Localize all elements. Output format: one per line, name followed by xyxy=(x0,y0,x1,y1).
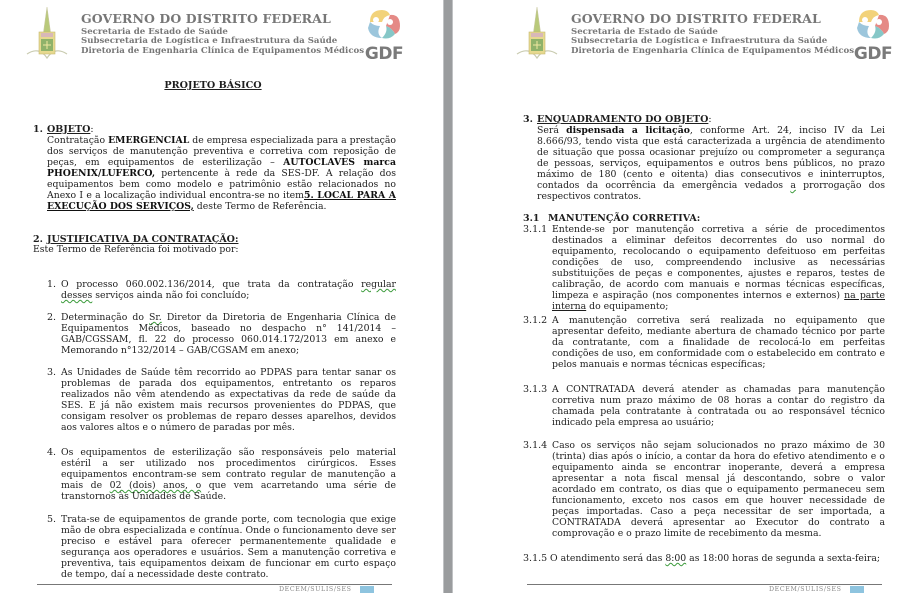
header-line-2: Subsecretaria de Logística e Infraestrutura da Saúde xyxy=(81,36,338,47)
list-item-5-number: 5. xyxy=(47,514,57,525)
item-3-1-1-number: 3.1.1 xyxy=(523,224,548,235)
section-3-1-number: 3.1 xyxy=(523,213,540,224)
list-item-4-number: 4. xyxy=(47,447,57,458)
gdf-logo-text: GDF xyxy=(853,44,893,64)
list-item-3: As Unidades de Saúde têm recorrido ao PDPAS para tentar sanar os problemas de parada dos equipamentos, entretanto os reparos realizados não vêm atendendo as expectativas da rede de saúde da SES. E já não existem mais recursos provenientes do PDPAS, que consigam resolver os problemas de reparo desses aparelhos, devidos aos valores altos e o número de paradas por mês. xyxy=(61,367,396,433)
section-1-colon: : xyxy=(90,124,94,135)
section-2-heading: JUSTIFICATIVA DA CONTRATAÇÃO: xyxy=(47,234,239,245)
header-line-3: Diretoria de Engenharia Clínica de Equipamentos Médicos xyxy=(571,45,855,56)
section-3-paragraph xyxy=(537,125,885,202)
item-3-1-1-text-underlined: na parte interna xyxy=(552,290,885,312)
header-line-1: Secretaria de Estado de Saúde xyxy=(81,26,228,37)
section-3-heading-text: ENQUADRAMENTO DO OBJETO xyxy=(537,114,709,125)
list-item-1-number: 1. xyxy=(47,279,57,290)
section-1-heading-text: OBJETO xyxy=(47,124,91,135)
page-header xyxy=(453,4,919,64)
s3-text-a: Será xyxy=(537,125,567,136)
list-item-4-text-a: Os equipamentos de esterilização são responsáveis pelo material estéril a ser utilizado nos procedimentos cirúrgicos. Esses equipamentos encontram-se sem contrato regular de manutenção a mais de xyxy=(61,447,396,491)
list-item-1 xyxy=(61,279,396,301)
item-3-1-4: Caso os serviços não sejam solucionados no prazo máximo de 30 (trinta) dias após o início, a contar da hora do efetivo atendimento e o equipamento ainda se encontrar inoperante, deverá a empresa apresentar a nota fiscal mensal já descontando, sobre o valor acordado em contrato, os dias que o equipamento permaneceu sem funcionamento, exceto nos casos em que houver necessidade de peças importadas. Caso a peça necessitar de ser importada, a CONTRATADA deverá apresentar ao Executor do contrato a comprovação e o prazo limite de recebimento da mesma. xyxy=(552,440,885,539)
page-separator xyxy=(443,0,453,593)
header-title: GOVERNO DO DISTRITO FEDERAL xyxy=(571,11,821,26)
item-3-1-5-text-b: as 18:00 horas de segunda a sexta-feira; xyxy=(686,553,880,564)
gdf-logo xyxy=(362,6,406,64)
page-header xyxy=(0,4,443,64)
s1-text-local-link: 5. LOCAL PARA A EXECUÇÃO DOS SERVIÇOS, xyxy=(47,190,396,212)
item-3-1-2-number: 3.1.2 xyxy=(523,315,548,326)
section-1-heading xyxy=(47,124,94,135)
list-item-5: Trata-se de equipamentos de grande porte, com tecnologia que exige mão de obra especializada e contínua. Onde o funcionamento deve ser preciso e estável para oferecer permanentemente qualidade e segurança aos operadores e usuários. Sem a manutenção corretiva e preventiva, tais equipamentos deixam de funcionar em curto espaço de tempo, daí a necessidade deste contrato. xyxy=(61,514,396,580)
section-3-number: 3. xyxy=(523,114,533,125)
gdf-logo-icon xyxy=(851,6,895,42)
s3-text-a-marked: a xyxy=(790,180,796,191)
list-item-4-text-b: que vem acarretando uma série de transtornos às Unidades de Saúde. xyxy=(61,480,396,502)
s1-text-e: pertencente à rede da SES-DF. A relação dos equipamentos bem como modelo e patrimônio estão relacionados no Anexo I e a localização individual encontra-se no item xyxy=(47,168,396,201)
item-3-1-1-text-a: Entende-se por manutenção corretiva a série de procedimentos destinados a eliminar defeitos decorrentes do uso normal do equipamento, recolocando o equipamento defeituoso em perfeitas condições de uso, compreendendo inclusive as necessárias substituições de peças e componentes, ajustes e reparos, testes de calibração, de acordo com manuais e normas técnicas específicas, limpeza e aspiração (nos componentes internos e externos) xyxy=(552,224,885,301)
list-item-1-text-desses: desses xyxy=(61,290,93,301)
s1-text-c: de empresa especializada para a prestação dos serviços de manutenção preventiva e corretiva com reposição de peças, em equipamentos de esterilização – xyxy=(47,135,396,168)
header-line-1: Secretaria de Estado de Saúde xyxy=(571,26,718,37)
section-2-intro: Este Termo de Referência foi motivado por: xyxy=(33,244,239,255)
item-3-1-3: A CONTRATADA deverá atender as chamadas para manutenção corretiva num prazo máximo de 08 horas a contar do registro da chamada pela contratante à contratada ou ao responsável técnico indicado pela empresa ao usuário; xyxy=(552,384,885,428)
gdf-logo-text: GDF xyxy=(364,44,404,64)
header-title: GOVERNO DO DISTRITO FEDERAL xyxy=(81,11,331,26)
list-item-4 xyxy=(61,447,396,502)
gdf-logo xyxy=(851,6,895,64)
section-3-1-heading: MANUTENÇÃO CORRETIVA: xyxy=(548,213,701,224)
section-1-paragraph xyxy=(47,135,396,212)
section-1-number: 1. xyxy=(33,124,43,135)
section-3-heading xyxy=(537,114,712,125)
header-line-3: Diretoria de Engenharia Clínica de Equipamentos Médicos xyxy=(81,45,365,56)
s1-text-g: deste Termo de Referência. xyxy=(193,201,327,212)
item-3-1-5 xyxy=(550,553,890,564)
s1-text-a: Contratação xyxy=(47,135,109,146)
brasilia-coat-of-arms-icon xyxy=(25,6,69,62)
list-item-2-text-b: Diretor da Diretoria de Engenharia Clínica de Equipamentos Médicos, baseado no despacho n° 141/2014 – GAB/CGSSAM, fl. 22 do processo 060.014.172/2013 em anexo e Memorando n°132/2014 – GAB/CGSAM em anexo; xyxy=(61,312,396,356)
brasilia-coat-of-arms-icon xyxy=(515,6,559,62)
s3-text-dispensada: dispensada a licitação xyxy=(566,125,690,136)
list-item-1-text-a: O processo 060.002.136/2014, que trata da contratação xyxy=(61,279,362,290)
section-3-colon: : xyxy=(708,114,712,125)
s1-text-autoclaves: AUTOCLAVES marca PHOENIX/LUFERCO, xyxy=(47,157,396,179)
footer-rule xyxy=(37,584,392,585)
item-3-1-1 xyxy=(552,224,885,312)
list-item-4-text-dois-anos: 02 (dois) anos, o xyxy=(109,480,202,491)
document-title: PROJETO BÁSICO xyxy=(164,80,262,91)
header-line-2: Subsecretaria de Logística e Infraestrutura da Saúde xyxy=(571,36,828,47)
list-item-2-text-sr: Sr. xyxy=(149,312,162,323)
footer-text: DECEM/SULIS/SES xyxy=(279,586,352,593)
s3-text-e: prorrogação dos respectivos contratos. xyxy=(537,180,885,202)
item-3-1-5-number: 3.1.5 xyxy=(523,553,548,564)
item-3-1-4-number: 3.1.4 xyxy=(523,440,548,451)
document-page-2 xyxy=(453,0,919,593)
footer-text: DECEM/SULIS/SES xyxy=(769,586,842,593)
list-item-2-text-a: Determinação do xyxy=(61,312,150,323)
footer-rule xyxy=(527,584,882,585)
document-page-1 xyxy=(0,0,443,593)
page-number-box xyxy=(360,586,374,593)
item-3-1-1-text-b: do equipamento; xyxy=(586,301,669,312)
item-3-1-3-number: 3.1.3 xyxy=(523,384,548,395)
s1-text-emergencial: EMERGENCIAL xyxy=(108,135,190,146)
list-item-1-text-regular: regular xyxy=(361,279,396,290)
item-3-1-5-text-time: 8:00 xyxy=(665,553,687,564)
item-3-1-2: A manutenção corretiva será realizada no equipamento que apresentar defeito, mediante abertura de chamado técnico por parte da contratante, com a finalidade de recolocá-lo em perfeitas condições de uso, em conformidade com o estabelecido em contrato e pelos manuais e normas técnicas específicas; xyxy=(552,315,885,370)
list-item-3-number: 3. xyxy=(47,367,57,378)
section-2-number: 2. xyxy=(33,234,43,245)
s3-text-c: , conforme Art. 24, inciso IV da Lei 8.666/93, tendo vista que está caracterizada a urgência de atendimento de situação que possa ocasionar prejuízo ou comprometer a segurança de pessoas, serviços, equipamentos e outros bens públicos, no prazo máximo de 180 (cento e oitenta) dias consecutivos e ininterruptos, contados da ocorrência da emergência vedados xyxy=(537,125,885,191)
list-item-2 xyxy=(61,312,396,356)
item-3-1-5-text-a: O atendimento será das xyxy=(550,553,666,564)
list-item-2-number: 2. xyxy=(47,312,57,323)
gdf-logo-icon xyxy=(362,6,406,42)
list-item-1-text-c: serviços ainda não foi concluído; xyxy=(92,290,250,301)
page-number-box xyxy=(850,586,864,593)
